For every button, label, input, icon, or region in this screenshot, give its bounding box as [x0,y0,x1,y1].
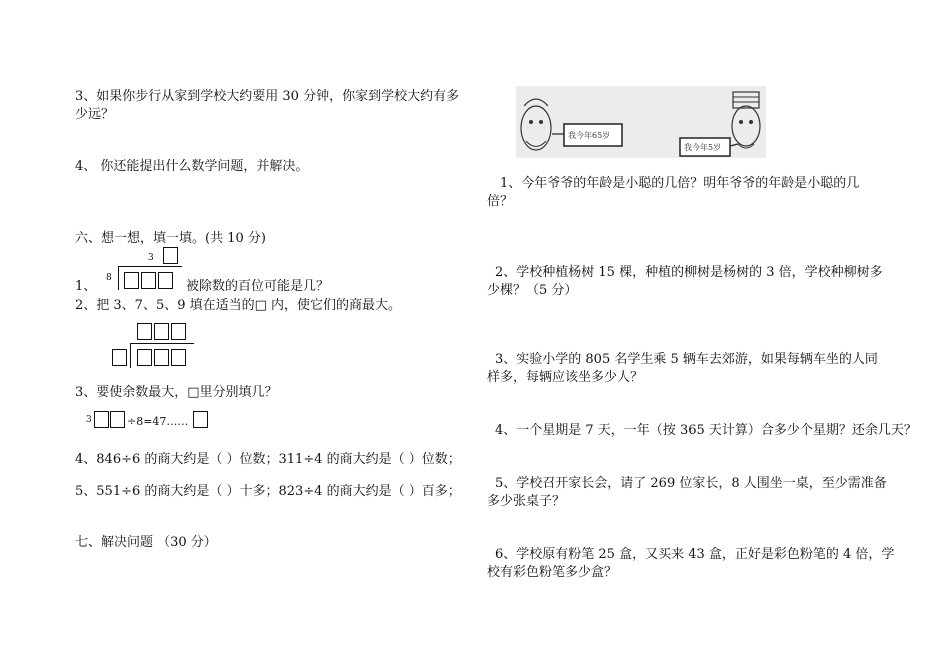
s6-q2-text: 2、把 3、7、5、9 填在适当的□ 内，使它们的商最大。 [75,298,402,313]
age-comparison-picture [516,86,766,158]
p3-line1: 3、实验小学的 805 名学生乘 5 辆车去郊游，如果每辆车坐的人同 [495,352,878,367]
p2-line1: 2、学校种植杨树 15 棵，种植的柳树是杨树的 3 倍，学校种柳树多 [495,265,883,280]
s6-q3-text: 3、要使余数最大，□里分别填几？ [75,385,278,400]
grandpa-boy-illustration [516,86,766,158]
p1-line1: 1、今年爷爷的年龄是小聪的几倍？明年爷爷的年龄是小聪的几 [500,176,860,191]
s6-q2-division-bar [130,343,194,344]
s6-q2-dividend-boxes [137,349,188,366]
p6-line1: 6、学校原有粉笔 25 盒，又买来 43 盒，正好是彩色粉笔的 4 倍，学 [495,547,895,562]
q3-line2: 少远？ [75,107,115,122]
s6-q2-dividend-box[interactable] [137,349,152,366]
s6-q1-dividend-box[interactable] [141,272,156,289]
s6-q1-dividend-box[interactable] [124,272,139,289]
s6-q1-dividend-boxes [124,272,175,289]
s6-q2-divisor-box[interactable] [112,349,127,366]
s6-q1-divisor: 8 [106,273,112,283]
s6-q1-division-bar [118,266,182,267]
s6-q4-line2: 5、551÷6 的商大约是（ ）十多；823÷4 的商大约是（ ）百多； [75,484,461,499]
s6-q3-remainder-box[interactable] [193,411,208,428]
p1-line2: 倍？ [487,194,514,209]
s6-q2-division-bracket [130,343,131,368]
s6-q2-quotient-box[interactable] [137,323,152,340]
s6-q4-line1: 4、846÷6 的商大约是（ ）位数；311÷4 的商大约是（ ）位数； [75,452,461,467]
s6-q2-quotient-boxes [137,323,188,340]
s6-q1-quotient-box[interactable] [163,247,178,264]
s6-q2-dividend-box[interactable] [171,349,186,366]
s6-q1-dividend-box[interactable] [158,272,173,289]
s6-q1-number: 1、 [75,279,97,294]
p6-line2: 校有彩色粉笔多少盒？ [487,565,618,580]
p2-line2: 少棵？（5 分） [487,283,578,298]
bubble-left-text: 我今年65岁 [568,131,611,140]
s6-q2-quotient-box[interactable] [171,323,186,340]
q4-text: 4、 你还能提出什么数学问题，并解决。 [75,159,309,174]
s6-q1-quotient-digit: 3 [148,253,154,263]
p5-line2: 多少张桌子？ [487,494,566,509]
s6-q1-text: 被除数的百位可能是几？ [186,279,330,294]
s6-q3-expression: ÷8=47…… [127,415,189,428]
s6-q2-dividend-box[interactable] [154,349,169,366]
s6-q3-lead-digit: 3 [86,415,92,425]
s6-q2-quotient-box[interactable] [154,323,169,340]
p5-line1: 5、学校召开家长会，请了 269 位家长，8 人围坐一桌，至少需准备 [495,476,887,491]
s6-q3-box[interactable] [94,411,109,428]
s6-q3-box[interactable] [110,411,125,428]
q3-line1: 3、如果你步行从家到学校大约要用 30 分钟，你家到学校大约有多 [75,89,460,104]
p3-line2: 样多，每辆应该坐多少人？ [487,370,644,385]
section7-title: 七、解决问题 （30 分） [75,535,217,550]
section6-title: 六、想一想，填一填。(共 10 分) [75,231,266,246]
s6-q1-division-bracket [118,266,119,290]
bubble-right-text: 我今年5岁 [684,143,722,152]
p4-text: 4、一个星期是 7 天，一年（按 365 天计算）合多少个星期？还余几天？ [495,423,917,438]
